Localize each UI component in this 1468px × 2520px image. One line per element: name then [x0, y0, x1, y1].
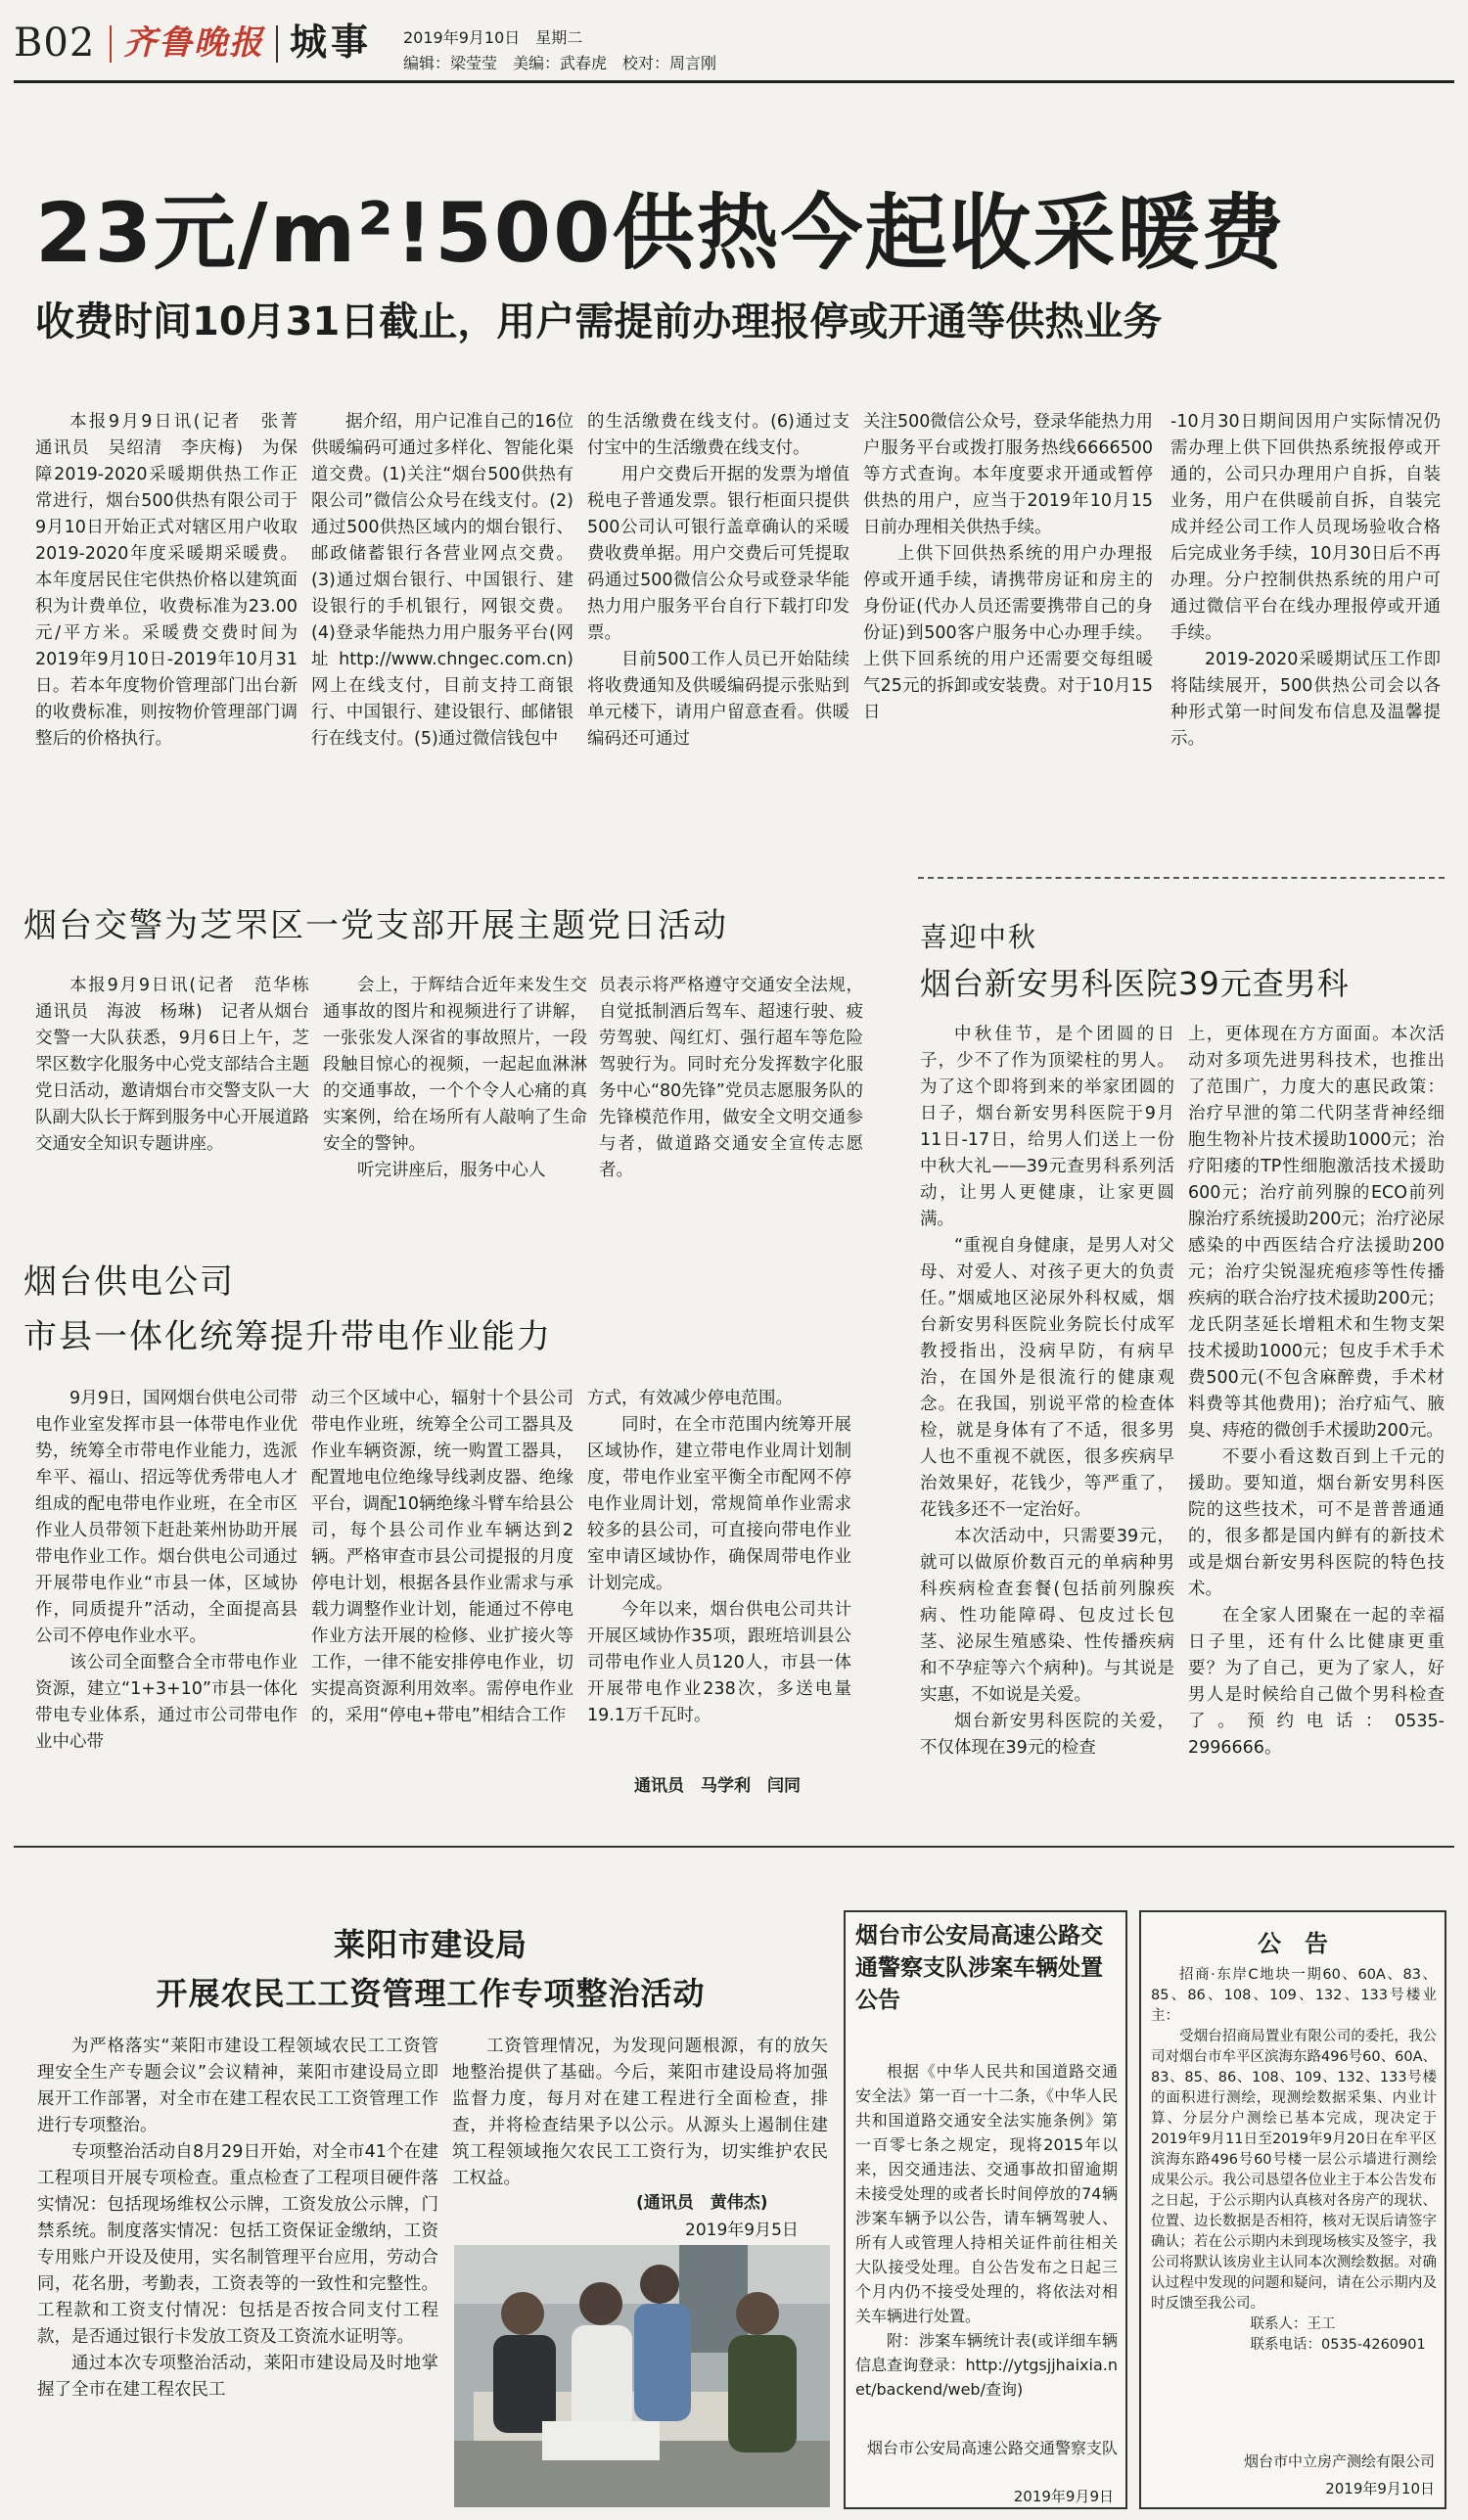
power-paragraph: 该公司全面整合全市带电作业资源，建立“1+3+10”市县一体化带电专业体系，通过市公司带电作业中心带	[35, 1653, 298, 1752]
power-paragraph: 今年以来，烟台供电公司共计开展区域协作35项，跟班培训县公司带电作业人员120人，市县一体开展带电作业238次，多送电量19.1万千瓦时。	[587, 1600, 851, 1725]
lead-paragraph: 用户交费后开据的发票为增值税电子普通发票。银行柜面只提供500公司认可银行盖章确认的采暖费收费单据。用户交费后可凭提取码通过500微信公众号或登录华能热力用户服务平台自行下载打印发票。	[587, 465, 849, 643]
notice-signature: 烟台市中立房产测绘有限公司	[1243, 2452, 1435, 2470]
police-notice-body	[855, 2059, 1118, 2431]
measurement-notice-box	[1139, 1910, 1446, 2509]
lead-paragraph: 本报9月9日讯(记者 张菁 通讯员 吴绍清 李庆梅) 为保障2019-2020采暖期供热工作正常进行，烟台500供热有限公司于9月10日开始正式对辖区用户收取2019-2020年度采暖期采暖费。本年度居民住宅供热价格以建筑面积为计费单位，收费标准为23.00元/平方米。采暖费交费时间为2019年9月10日-2019年10月31日。若本年度物价管理部门出台新的收费标准，则按物价管理部门调整后的价格执行。	[35, 412, 315, 749]
page-number: B02	[14, 21, 96, 66]
hospital-paragraph: “重视自身健康，是男人对父母、对爱人、对孩子更大的负责任。”烟威地区泌尿外科权威，烟台新安男科医院业务院长付成军教授指出，没病早防，有病早治，在国外是很流行的健康观念。在我国，别说平常的检查体检，就是身体有了不适，很多男人也不重视不就医，很多疾病早治效果好，花钱少，等严重了，花钱多还不一定治好。	[920, 1236, 1174, 1520]
lead-subheadline: 收费时间10月31日截止，用户需提前办理报停或开通等供热业务	[35, 299, 1163, 344]
laiyang-byline: (通讯员 黄伟杰)	[636, 2193, 768, 2213]
header-divider-2	[276, 25, 278, 63]
party-headline: 烟台交警为芝罘区一党支部开展主题党日活动	[23, 906, 728, 945]
power-headline-line-1: 烟台供电公司	[23, 1262, 235, 1302]
newspaper-logo: 齐鲁晚报	[123, 23, 264, 63]
police-paragraph: 附：涉案车辆统计表(或详细车辆信息查询登录：http://ytgsjjhaixia.net/backend/web/查询)	[855, 2331, 1118, 2399]
laiyang-paragraph: 为严格落实“莱阳市建设工程领域农民工工资管理安全生产专题会议”会议精神，莱阳市建设局立即展开工作部署，对全市在建工程农民工工资管理工作进行专项整治。	[37, 2037, 438, 2135]
power-column-3	[587, 1386, 851, 1748]
hospital-paragraph: 上，更体现在方方面面。本次活动对多项先进男科技术，也推出了范围广，力度大的惠民政策：治疗早泄的第二代阴茎背神经细胞生物补片技术援助1000元；治疗阳痿的TP性细胞激活技术援助600元；治疗前列腺的ECO前列腺治疗系统援助200元；治疗泌尿感染的中西医结合疗法援助200元；治疗尖锐湿疣疱疹等性传播疾病的联合治疗技术援助200元；龙氏阴茎延长增粗术和生物支架技术援助1000元；包皮手术手术费500元(不包含麻醉费，手术材料费等其他费用)；治疗疝气、腋臭、痔疮的微创手术援助200元。	[1188, 1025, 1445, 1441]
hospital-kicker: 喜迎中秋	[920, 921, 1038, 953]
laiyang-column-1	[37, 2034, 438, 2503]
police-date: 2019年9月9日	[1013, 2488, 1114, 2505]
header-rule	[14, 80, 1454, 83]
lead-paragraph: 关注500微信公众号，登录华能热力用户服务平台或拨打服务热线6666500等方式查询。本年度要求开通或暂停供热的用户，应当于2019年10月15日前办理相关供热手续。	[863, 412, 1153, 537]
police-signature: 烟台市公安局高速公路交通警察支队	[866, 2439, 1118, 2457]
lead-paragraph: 上供下回供热系统的用户办理报停或开通手续，请携带房证和房主的身份证(代办人员还需要携带自己的身份证)到500客户服务中心办理手续。上供下回系统的用户还需要交每组暖气25元的拆卸或安装费。对于10月15日	[863, 544, 1153, 722]
staff-credits: 编辑：梁莹莹 美编：武春虎 校对：周言刚	[403, 54, 717, 72]
lead-column-5	[1170, 409, 1441, 801]
notice-contact: 联系人：王工	[1250, 2316, 1336, 2332]
police-paragraph: 根据《中华人民共和国道路交通安全法》第一百一十二条，《中华人民共和国道路交通安全法实施条例》第一百零七条之规定，现将2015年以来，因交通违法、交通事故扣留逾期未接受处理的或者长时间停放的74辆涉案车辆予以公告，请车辆驾驶人、所有人或管理人持相关证件前往相关大队接受处理。自公告发布之日起三个月内仍不接受处理的，将依法对相关车辆进行处置。	[855, 2062, 1118, 2325]
laiyang-headline-line-1: 莱阳市建设局	[333, 1926, 528, 1963]
issue-date: 2019年9月10日 星期二	[403, 28, 583, 47]
power-paragraph: 动三个区域中心，辐射十个县公司带电作业班，统筹全公司工器具及作业车辆资源，统一购置工器具，配置地电位绝缘导线剥皮器、绝缘平台，调配10辆绝缘斗臂车给县公司，每个县公司作业车辆达到2辆。严格审查市县公司提报的月度停电计划，根据各县作业需求与承载力调整作业计划，能通过不停电作业方法开展的检修、业扩接火等工作，一律不能安排停电作业，切实提高资源利用效率。需停电作业的，采用“停电+带电”相结合工作	[311, 1389, 573, 1725]
header-divider	[110, 25, 112, 63]
power-byline: 通讯员 马学利 闫同	[634, 1776, 801, 1796]
power-column-1	[35, 1386, 298, 1810]
hospital-paragraph: 中秋佳节，是个团圆的日子，少不了作为顶梁柱的男人。为了这个即将到来的举家团圆的日子，烟台新安男科医院于9月11日-17日，给男人们送上一份中秋大礼——39元查男科系列活动，让男人更健康，让家更圆满。	[920, 1025, 1174, 1229]
hospital-paragraph: 烟台新安男科医院的关爱，不仅体现在39元的检查	[920, 1712, 1174, 1758]
lead-paragraph: 据介绍，用户记准自己的16位供暖编码可通过多样化、智能化渠道交费。(1)关注“烟台500供热有限公司”微信公众号在线支付。(2)通过500供热区域内的烟台银行、邮政储蓄银行各营业网点交费。(3)通过烟台银行、中国银行、建设银行的手机银行，网银交费。(4)登录华能热力用户服务平台(网址http://www.chngec.com.cn)网上在线支付，目前支持工商银行、中国银行、建设银行、邮储银行在线支付。(5)通过微信钱包中	[311, 412, 573, 749]
lead-paragraph: 2019-2020采暖期试压工作即将陆续展开，500供热公司会以各种形式第一时间发布信息及温馨提示。	[1170, 650, 1441, 749]
hospital-paragraph: 不要小看这数百到上千元的援助。要知道，烟台新安男科医院的这些技术，可不是普普通通的，很多都是国内鲜有的新技术或是烟台新安男科医院的特色技术。	[1188, 1447, 1445, 1599]
power-headline-line-2: 市县一体化统筹提升带电作业能力	[23, 1317, 552, 1356]
party-paragraph: 听完讲座后，服务中心人	[357, 1161, 546, 1180]
party-paragraph: 本报9月9日讯(记者 范华栋 通讯员 海波 杨琳) 记者从烟台交警一大队获悉，9月6日上午，芝罘区数字化服务中心党支部结合主题党日活动，邀请烟台市交警支队一大队副大队长于辉到服务中心开展道路交通安全知识专题讲座。	[35, 976, 327, 1154]
police-notice-title: 烟台市公安局高速公路交通警察支队涉案车辆处置公告	[855, 1923, 1103, 2013]
party-paragraph: 会上，于辉结合近年来发生交通事故的图片和视频进行了讲解，一张张发人深省的事故照片，一段段触目惊心的视频，一起起血淋淋的交通事故，一个个令人心痛的真实案例，给在场所有人敲响了生命安全的警钟。	[323, 976, 587, 1154]
notice-paragraph: 招商·东岸C地块一期60、60A、83、85、86、108、109、132、133号楼业主：	[1151, 1967, 1437, 2024]
party-column-3	[599, 973, 863, 1212]
laiyang-paragraph: 工资管理情况，为发现问题根源，有的放矢地整治提供了基础。今后，莱阳市建设局将加强监督力度，每月对在建工程进行全面检查，排查，并将检查结果予以公示。从源头上遏制住建筑工程领域拖欠农民工工资行为，切实维护农民工权益。	[452, 2037, 828, 2188]
party-column-2	[323, 973, 587, 1212]
lead-paragraph: 的生活缴费在线支付。(6)通过支付宝中的生活缴费在线支付。	[587, 412, 849, 458]
hospital-column-2	[1188, 1022, 1445, 1814]
lead-headline: 23元/m²!500供热今起收采暖费	[35, 185, 1286, 281]
power-column-2	[311, 1386, 573, 1810]
section-rule	[918, 877, 1445, 879]
inspection-photo	[454, 2245, 830, 2507]
laiyang-paragraph: 专项整治活动自8月29日开始，对全市41个在建工程项目开展专项检查。重点检查了工程项目硬件落实情况：包括现场维权公示牌，工资发放公示牌，门禁系统。制度落实情况：包括工资保证金缴纳，工资专用账户开设及使用，实名制管理平台应用，劳动合同，花名册，考勤表，工资表等的一致性和完整性。工程款和工资支付情况：包括是否按合同支付工程款，是否通过银行卡发放工资及工资流水证明等。	[37, 2142, 438, 2347]
lead-column-1	[35, 409, 315, 801]
photo-illustration	[454, 2245, 830, 2507]
bottom-rule	[14, 1846, 1454, 1848]
lead-column-2	[311, 409, 573, 801]
notice-body	[1151, 1965, 1437, 2425]
lead-column-4	[863, 409, 1153, 801]
notice-paragraph: 受烟台招商局置业有限公司的委托，我公司对烟台市牟平区滨海东路496号60、60A、83、85、86、108、109、132、133号楼的面积进行测绘，现测绘数据采集、内业计算、分层分户测绘已基本完成，现决定于2019年9月11日至2019年9月20日在牟平区滨海东路496号60号楼一层公示墙进行测绘成果公示。我公司恳望各位业主于本公告发布之日起，于公示期内认真核对各房产的现状、位置、边长数据是否相符，核对无误后请签字确认；若在公示期内未到现场核实及签字，我公司将默认该房业主认同本次测绘数据。对确认过程中发现的问题和疑问，请在公示期内及时反馈至我公司。	[1151, 2029, 1437, 2312]
hospital-column-1	[920, 1022, 1174, 1814]
power-paragraph: 方式，有效减少停电范围。	[587, 1389, 793, 1408]
hospital-paragraph: 本次活动中，只需要39元，就可以做原价数百元的单病种男科疾病检查套餐(包括前列腺疾病、性功能障碍、包皮过长包茎、泌尿生殖感染、性传播疾病和不孕症等六个病种)。与其说是实惠，不如说是关爱。	[920, 1527, 1174, 1705]
notice-date: 2019年9月10日	[1325, 2480, 1435, 2497]
laiyang-date: 2019年9月5日	[685, 2221, 799, 2240]
notice-title: 公 告	[1258, 1930, 1328, 1957]
lead-column-3	[587, 409, 849, 801]
lead-paragraph: 目前500工作人员已开始陆续将收费通知及供暖编码提示张贴到单元楼下，请用户留意查看。供暖编码还可通过	[587, 650, 849, 749]
laiyang-headline-line-2: 开展农民工工资管理工作专项整治活动	[156, 1975, 706, 2012]
hospital-paragraph: 在全家人团聚在一起的幸福日子里，还有什么比健康更重要？为了自己，更为了家人，好男人是时候给自己做个男科检查了。预约电话：0535-2996666。	[1188, 1606, 1445, 1758]
power-paragraph: 同时，在全市范围内统筹开展区域协作，建立带电作业周计划制度，带电作业室平衡全市配网不停电作业周计划，常规简单作业需求较多的县公司，可直接向带电作业室申请区域协作，确保周带电作业计划完成。	[587, 1415, 851, 1593]
party-paragraph: 员表示将严格遵守交通安全法规，自觉抵制酒后驾车、超速行驶、疲劳驾驶、闯红灯、强行超车等危险驾驶行为。同时充分发挥数字化服务中心“80先锋”党员志愿服务队的先锋模范作用，做安全文明交通参与者，做道路交通安全宣传志愿者。	[599, 976, 863, 1180]
laiyang-paragraph: 通过本次专项整治活动，莱阳市建设局及时地掌握了全市在建工程农民工	[37, 2354, 438, 2400]
section-name: 城事	[290, 21, 373, 64]
laiyang-column-2	[452, 2034, 828, 2188]
lead-paragraph: -10月30日期间因用户实际情况仍需办理上供下回供热系统报停或开通的，公司只办理用户自拆，自装业务，用户在供暖前自拆，自装完成并经公司工作人员现场验收合格后完成业务手续，10月30日后不再办理。分户控制供热系统的用户可通过微信平台在线办理报停或开通手续。	[1170, 412, 1441, 643]
police-notice-box	[844, 1910, 1127, 2509]
notice-phone: 联系电话：0535-4260901	[1250, 2337, 1426, 2353]
party-column-1	[35, 973, 327, 1212]
power-paragraph: 9月9日，国网烟台供电公司带电作业室发挥市县一体带电作业优势，统筹全市带电作业能力，选派牟平、福山、招远等优秀带电人才组成的配电带电作业班，在全市区作业人员带领下赶赴莱州协助开展带电作业工作。烟台供电公司通过开展带电作业“市县一体，区域协作，同质提升”活动，全面提高县公司不停电作业水平。	[35, 1389, 298, 1646]
hospital-headline: 烟台新安男科医院39元查男科	[920, 965, 1350, 1002]
